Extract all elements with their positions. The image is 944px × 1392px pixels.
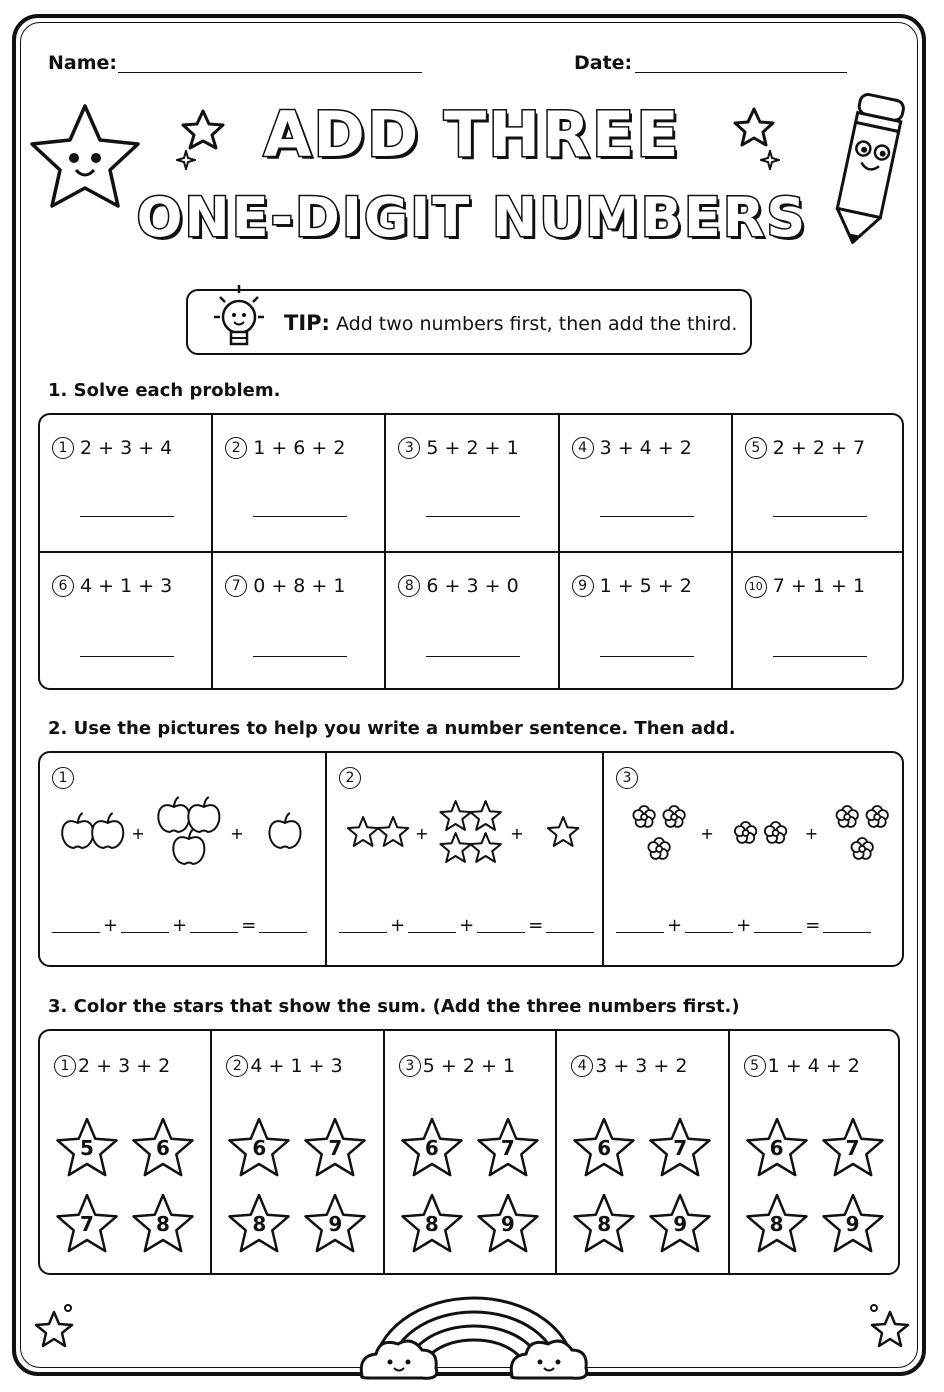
sparkle-icon [760,150,780,170]
tip-box [186,289,752,355]
answer-star[interactable] [475,1191,541,1255]
section-2-title: 2. Use the pictures to help you write a number sentence. Then add. [48,718,736,739]
problem-number: 4 [572,437,594,459]
problem-text [225,437,345,459]
answer-star[interactable] [820,1191,886,1255]
problem-cell [213,553,386,690]
answer-line[interactable] [426,656,520,657]
number-sentence [616,915,871,936]
corner-star-icon [866,1300,910,1348]
problem-expression: 1 + 4 + 2 [767,1055,860,1077]
section-2-grid [38,751,904,967]
picture-groups [337,789,594,879]
plus-sign: + [804,824,819,843]
plus-sign: + [103,915,119,936]
flower-icon [765,822,786,843]
flower-icon [852,838,873,859]
answer-star[interactable] [226,1115,292,1179]
star-number: 6 [156,1136,170,1160]
star-icon [348,817,378,846]
flower-icon [735,822,756,843]
answer-line[interactable] [426,516,520,517]
star-number: 8 [252,1212,267,1236]
star-number: 7 [500,1136,515,1160]
problem-number: 4 [571,1055,593,1077]
star-number: 6 [424,1136,439,1160]
plus-sign: + [459,915,475,936]
flower-icon [633,806,654,827]
problem-text [744,1055,860,1077]
problem-number: 2 [226,1055,248,1077]
problem-cell [733,415,904,553]
plus-sign: + [390,915,406,936]
problem-expression: 6 + 3 + 0 [426,575,519,597]
problem-number: 3 [616,767,638,789]
section-1-title: 1. Solve each problem. [48,380,281,401]
answer-line[interactable] [600,656,694,657]
star-number: 8 [769,1212,784,1236]
answer-star[interactable] [647,1191,713,1255]
star-icon [470,801,501,830]
star-icon [440,833,471,862]
tip-label: TIP: [284,311,330,335]
problem-number-wrap [339,767,367,789]
problem-number: 5 [745,437,767,459]
answer-line[interactable] [80,516,174,517]
problem-text [398,437,518,459]
problem-number-wrap [616,767,644,789]
rainbow-icon [356,1284,592,1382]
flower-icon [663,806,684,827]
problem-number: 7 [225,575,247,597]
problem-number: 3 [398,437,420,459]
problem-expression: 1 + 5 + 2 [599,575,692,597]
star-number: 9 [845,1212,860,1236]
problem-text [52,437,172,459]
star-number: 8 [597,1212,612,1236]
corner-star-icon [34,1300,78,1348]
smiling-star-icon [26,100,144,212]
answer-line[interactable] [600,516,694,517]
problem-cell [40,553,213,690]
problem-cell [386,553,559,690]
problem-text [225,575,345,597]
apple-icon [269,813,300,848]
problem-cell [560,553,733,690]
picture-groups [50,789,317,879]
equals-sign: = [805,915,821,936]
problem-number: 1 [52,437,74,459]
problem-cell [213,415,386,553]
problem-cell [386,415,559,553]
equals-sign: = [528,915,544,936]
apple-icon [158,797,189,832]
flower-icon [837,806,858,827]
problem-number: 2 [339,767,361,789]
apple-icon [92,813,123,848]
answer-star[interactable] [54,1191,120,1255]
sparkle-icon [176,150,196,170]
problem-number: 8 [398,575,420,597]
star-number: 6 [252,1136,267,1160]
number-sentence [52,915,307,936]
problem-text [745,437,865,459]
date-label: Date: [574,52,633,74]
star-problem-cell [40,1031,212,1273]
section-3-title: 3. Color the stars that show the sum. (Add the three numbers first.) [48,996,740,1017]
name-label: Name: [48,52,118,74]
answer-blank[interactable] [259,916,307,933]
equals-sign: = [241,915,257,936]
answer-blank[interactable] [121,916,169,933]
star-number: 7 [673,1136,688,1160]
problem-expression: 5 + 2 + 1 [422,1055,516,1077]
answer-blank[interactable] [685,916,733,933]
answer-star[interactable] [302,1191,368,1255]
section-3-grid [38,1029,900,1275]
title-line-1: ADD THREE [263,98,681,171]
answer-blank[interactable] [754,916,802,933]
problem-expression: 0 + 8 + 1 [253,575,346,597]
star-number: 7 [845,1136,860,1160]
plus-sign: + [736,915,752,936]
star-number: 9 [328,1212,343,1236]
problem-cell [40,415,213,553]
apple-icon [173,829,204,864]
plus-sign: + [667,915,683,936]
answer-line[interactable] [773,516,867,517]
problem-number: 10 [745,576,767,598]
problem-number: 3 [399,1055,421,1077]
star-problem-cell [557,1031,729,1273]
star-icon [378,817,408,846]
problem-expression: 5 + 2 + 1 [426,437,519,459]
star-problem-cell [385,1031,557,1273]
date-line[interactable] [635,72,847,73]
problem-number: 2 [225,437,247,459]
star-problem-cell [212,1031,384,1273]
problem-expression: 2 + 3 + 4 [80,437,173,459]
star-problem-cell [730,1031,900,1273]
problem-expression: 3 + 4 + 2 [599,437,692,459]
problem-text [572,437,692,459]
problem-expression: 2 + 3 + 2 [78,1055,171,1077]
section-1-grid [38,413,904,690]
picture-problem-cell [327,753,604,965]
flower-icon [648,838,669,859]
star-number: 6 [769,1136,784,1160]
answer-star[interactable] [571,1115,637,1179]
problem-expression: 1 + 6 + 2 [253,437,346,459]
answer-blank[interactable] [546,916,594,933]
apple-icon [62,813,93,848]
lightbulb-icon [204,277,274,367]
answer-blank[interactable] [190,916,238,933]
star-icon [470,833,501,862]
answer-star[interactable] [54,1115,120,1179]
problem-text [226,1055,342,1077]
answer-blank[interactable] [52,916,100,933]
problem-text [52,575,172,597]
answer-star[interactable] [399,1115,465,1179]
answer-star[interactable] [226,1191,292,1255]
answer-star[interactable] [744,1115,810,1179]
problem-expression: 7 + 1 + 1 [772,575,866,597]
answer-star[interactable] [571,1191,637,1255]
problem-expression: 2 + 2 + 7 [772,437,866,459]
problem-number-wrap [52,767,80,789]
problem-text [399,1055,515,1077]
title-line-2: ONE-DIGIT NUMBERS [136,186,808,249]
small-star-icon [732,106,776,148]
answer-star[interactable] [744,1191,810,1255]
star-icon [440,801,471,830]
answer-blank[interactable] [616,916,664,933]
answer-line[interactable] [80,656,174,657]
answer-star[interactable] [130,1191,196,1255]
problem-expression: 3 + 3 + 2 [595,1055,688,1077]
star-number: 9 [673,1212,688,1236]
picture-problem-cell [40,753,327,965]
answer-blank[interactable] [408,916,456,933]
star-number: 8 [424,1212,439,1236]
answer-blank[interactable] [339,916,387,933]
answer-star[interactable] [647,1115,713,1179]
problem-number: 9 [572,575,594,597]
answer-line[interactable] [253,516,347,517]
problem-expression: 4 + 1 + 3 [250,1055,343,1077]
pencil-mascot-icon [818,88,918,252]
answer-blank[interactable] [823,916,871,933]
problem-number: 5 [744,1055,766,1077]
problem-text [54,1055,170,1077]
problem-text [571,1055,687,1077]
tip-text: Add two numbers first, then add the third. [335,313,738,335]
problem-number: 1 [52,767,74,789]
star-number: 6 [597,1136,612,1160]
problem-text [572,575,692,597]
plus-sign: + [131,824,145,843]
flower-icon [867,806,888,827]
answer-star[interactable] [399,1191,465,1255]
problem-expression: 4 + 1 + 3 [80,575,173,597]
picture-problem-cell [604,753,904,965]
problem-text [745,575,865,598]
answer-star[interactable] [820,1115,886,1179]
picture-groups [614,789,896,879]
plus-sign: + [415,824,429,843]
star-number: 5 [80,1136,94,1160]
apple-icon [188,797,219,832]
small-star-icon [180,108,226,150]
problem-number: 6 [52,575,74,597]
plus-sign: + [510,824,524,843]
plus-sign: + [172,915,188,936]
star-number: 7 [80,1212,94,1236]
name-line[interactable] [118,72,422,73]
answer-line[interactable] [253,656,347,657]
star-number: 7 [328,1136,343,1160]
problem-cell [733,553,904,690]
problem-text [398,575,518,597]
answer-star[interactable] [475,1115,541,1179]
star-number: 8 [156,1212,170,1236]
answer-line[interactable] [773,656,867,657]
star-icon [548,817,579,846]
plus-sign: + [700,824,714,843]
answer-star[interactable] [130,1115,196,1179]
problem-number: 1 [54,1055,76,1077]
answer-star[interactable] [302,1115,368,1179]
plus-sign: + [230,824,244,843]
problem-cell [560,415,733,553]
number-sentence [339,915,594,936]
answer-blank[interactable] [477,916,525,933]
star-number: 9 [500,1212,515,1236]
